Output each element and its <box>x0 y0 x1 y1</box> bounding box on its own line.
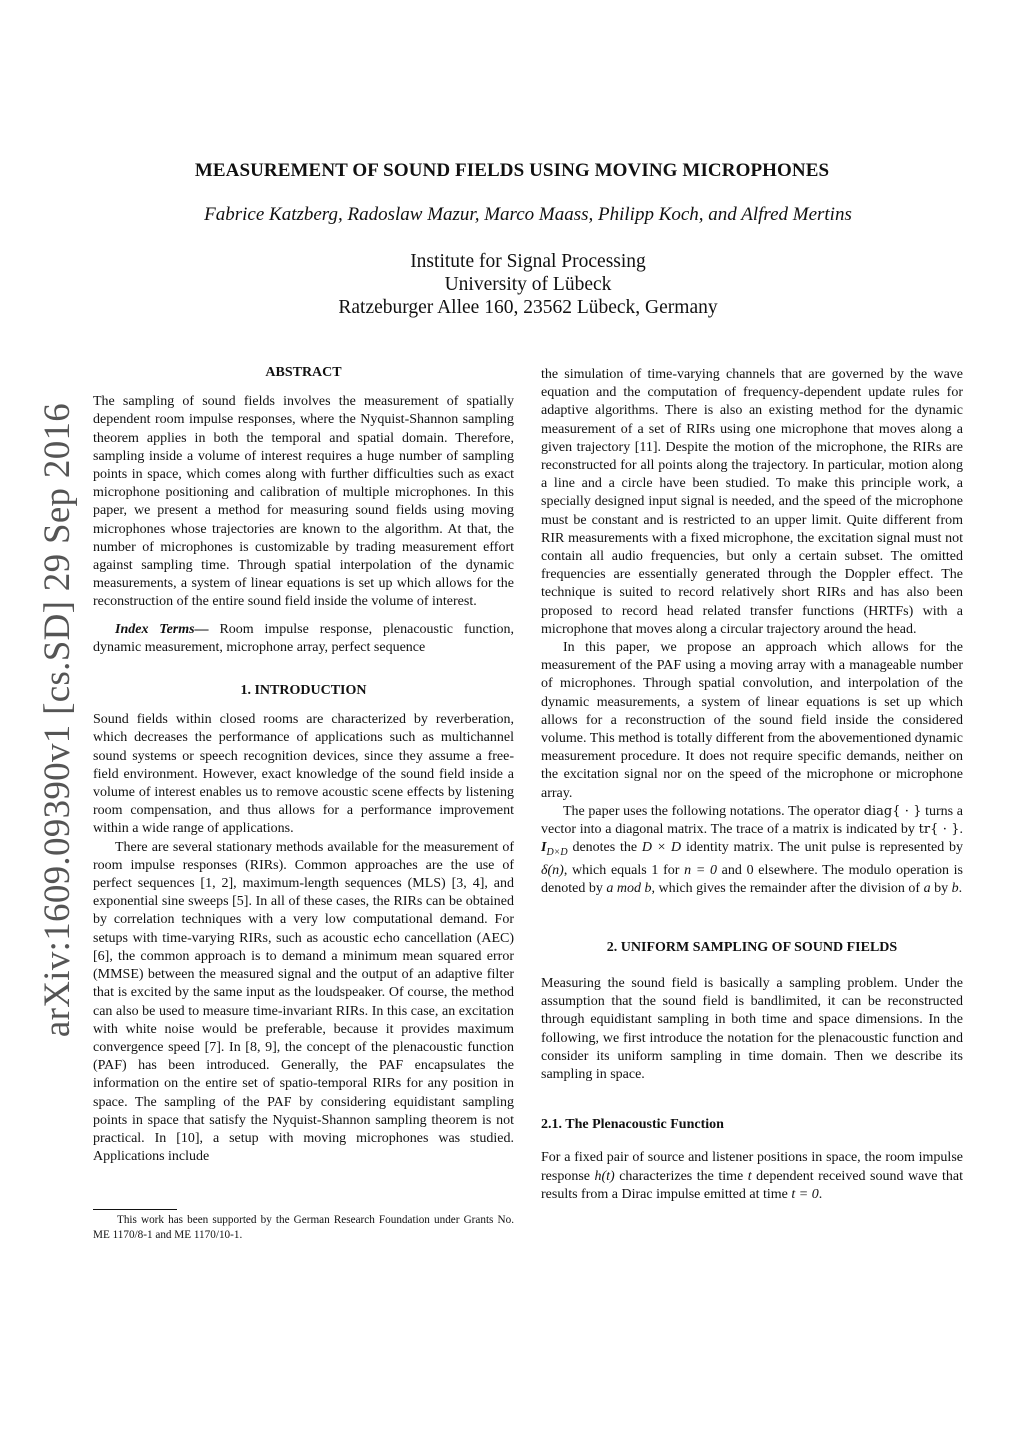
left-column <box>93 364 514 1166</box>
math-run: t = 0 <box>791 1186 819 1202</box>
plenacoustic-paragraph <box>541 1149 963 1204</box>
text-run: For a fixed pair of source and listener positions in space, the room impulse response <box>541 1150 963 1184</box>
math-run: tr{ · } <box>918 822 960 838</box>
affiliation-line: University of Lübeck <box>444 274 612 295</box>
math-run: a mod b <box>606 881 652 897</box>
abstract-heading: ABSTRACT <box>265 365 342 380</box>
intro-paragraph: Sound fields within closed rooms are characterized by reverberation, which decreases the performance of applications such as multichannel sound systems or speech recognition devices, since they assume a free-field environment. However, exact knowledge of the sound field inside a volume of interest enables us to remove acoustic scene effects by listening room compensation, and thus allows for a performance improvement within a wide range of applications. <box>93 712 514 837</box>
arxiv-stamp: arXiv:1609.09390v1 [cs.SD] 29 Sep 2016 <box>37 402 78 1038</box>
text-run: , which equals 1 for <box>563 863 685 879</box>
text-run: characterizes the time <box>614 1168 748 1184</box>
math-run: n = 0 <box>684 863 717 879</box>
section2-heading: 2. UNIFORM SAMPLING OF SOUND FIELDS <box>606 939 898 955</box>
text-run: The paper uses the following notations. The operator <box>563 803 864 819</box>
affiliation-line: Institute for Signal Processing <box>410 251 646 272</box>
right-column <box>541 366 963 1204</box>
intro-paragraph: In this paper, we propose an approach which allows for the measurement of the PAF using a moving array with a manageable number of microphones. Through spatial convolution, and interpolation of the dynamic measurements, a system of linear equations is set up which allows for a reconstruction of the sound field inside the considered volume. This method is totally different from the abovementioned dynamic measurement procedure. It does not require specific demands, neither on the excitation signal nor on the speed of the microphone or microphone array. <box>541 640 963 801</box>
math-run: b <box>951 881 959 897</box>
abstract-text: The sampling of sound fields involves the measurement of spatially dependent room impulse responses, where the Nyquist-Shannon sampling theorem applies in both the temporal and spatial domain. Therefore, sampling inside a volume of interest requires a huge number of sampling points in space, which comes along with further difficulties such as exact microphone positioning and calibration of multiple microphones. In this paper, we present a method for measuring sound fields using moving microphones whose trajectories are known to the algorithm. At that, the number of microphones is customizable by trading measurement effort against sampling time. Through spatial interpolation of the dynamic measurements, a system of linear equations is set up which allows for the reconstruction of the entire sound field inside the volume of interest. <box>93 394 514 610</box>
author-list: Fabrice Katzberg, Radoslaw Mazur, Marco Maass, Philipp Koch, and Alfred Mertins <box>204 204 852 225</box>
index-terms <box>93 621 514 657</box>
intro-paragraph: the simulation of time-varying channels that are governed by the wave equation and the computation of frequency-dependent update rules for adaptive algorithms. There is also an existing method for the dynamic measurement of a set of RIRs using one microphone that moves along a given trajectory [11]. Despite the motion of the microphone, the RIRs are reconstructed for all points along the trajectory. In particular, motion along a line and a circle have been studied. To make this principle work, a specially designed input signal is needed, and the speed of the microphone must be constant and is restricted to an upper limit. Quite different from RIR measurements with a fixed microphone, the excitation signal must not contain all audio frequencies, but only a certain subset. The omitted frequencies are essentially generated through the Doppler effect. The technique is suited to record relatively short RIRs and has also been proposed to record head related transfer functions (HRTFs) with a microphone that moves along a circular trajectory around the head. <box>541 367 963 637</box>
affiliation-line: Ratzeburger Allee 160, 23562 Lübeck, Germany <box>338 297 718 318</box>
footnote-rule <box>93 1209 177 1210</box>
text-run: , which gives the remainder after the division of <box>651 881 924 897</box>
math-run: D × D <box>641 840 682 856</box>
paper-title: MEASUREMENT OF SOUND FIELDS USING MOVING MICROPHONES <box>194 160 830 181</box>
intro-paragraph: There are several stationary methods available for the measurement of room impulse responses (RIRs). Common approaches are the use of perfect sequences [1, 2], maximum-length sequences (MLS) [3, 4], and exponential sine sweeps [5]. In all of these cases, the RIRs can be obtained by correlation techniques with a very low computational demand. For setups with time-varying RIRs, such as acoustic echo cancellation (AEC) [6], the common approach is to demand a minimum mean squared error (MMSE) between the measured signal and the output of an adaptive filter that is excited by the same input as the loudspeaker. Of course, the method can also be used to measure time-invariant RIRs. In this case, an excitation with white noise would be preferable, because it provides maximum convergence speed [7]. In [8, 9], the concept of the plenacoustic function (PAF) has been introduced. Generally, the PAF encapsulates the information on the entire set of spatio-temporal RIRs for any position in space. The sampling of the PAF by considering equidistant sampling points in space that satisfy the Nyquist-Shannon sampling theorem is not practical. In [10], a setup with moving microphones was studied. Applications include <box>93 839 514 1165</box>
math-run: t <box>747 1168 752 1184</box>
section2-paragraph: Measuring the sound field is basically a sampling problem. Under the assumption that the sound field is bandlimited, it can be reconstructed through equidistant sampling in both time and space dimensions. In the following, we first introduce the notation for the plenacoustic function and consider its uniform sampling in time domain. Then we describe its sampling in space. <box>541 975 963 1082</box>
text-run: identity matrix. The unit pulse is represented by <box>681 840 963 856</box>
intro-heading: 1. INTRODUCTION <box>240 683 367 699</box>
footnote: This work has been supported by the German Research Foundation under Grants No. ME 1170/8-1 and ME 1170/10-1. <box>93 1214 514 1241</box>
text-run: . <box>958 881 963 897</box>
index-terms-text: Room impulse response, plenacoustic function, dynamic measurement, microphone array, perfect sequence <box>93 621 515 655</box>
text-run: and 0 elsewhere. The modulo operation is denoted by <box>541 863 963 897</box>
math-run: I <box>541 840 547 856</box>
notation-paragraph <box>541 803 963 899</box>
math-run: h(t) <box>594 1168 615 1184</box>
text-run: . <box>959 822 963 838</box>
text-run: dependent received sound wave that results from a Dirac impulse emitted at time <box>541 1168 963 1202</box>
text-run: turns a vector into a diagonal matrix. The trace of a matrix is indicated by <box>541 803 963 838</box>
math-run: D×D <box>546 847 568 859</box>
math-run: δ(n) <box>541 863 564 879</box>
text-run: by <box>930 881 952 897</box>
math-run: diag{ · } <box>863 803 922 819</box>
affiliation <box>0 250 1024 319</box>
subsection-heading: 2.1. The Plenacoustic Function <box>541 1117 724 1133</box>
math-run: a <box>923 881 931 897</box>
text-run: denotes the <box>567 840 642 856</box>
text-run: . <box>818 1186 823 1202</box>
index-terms-label: Index Terms— <box>115 621 209 637</box>
